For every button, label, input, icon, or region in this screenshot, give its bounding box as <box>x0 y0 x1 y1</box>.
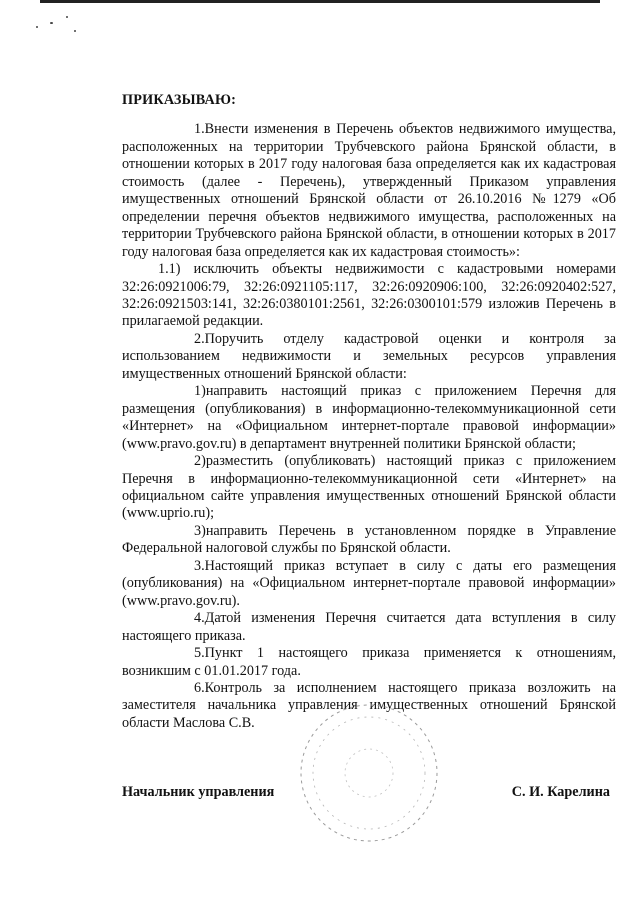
paragraph-number: 1) <box>194 383 206 400</box>
paragraph-text: разместить (опубликовать) настоящий приказ с приложением Перечня в информационно-телекоммуникационной сети «Интернет» на официальном сайте управления имущественных отношений Брянской области (www.uprio.ru); <box>122 453 616 522</box>
paragraph-text: Настоящий приказ вступает в силу с даты его размещения (опубликования) на «Официальном интернет-портале правовой информации» (www.pravo.gov.ru). <box>122 557 616 609</box>
paragraph-number: 5. <box>194 645 205 662</box>
scan-edge-line <box>40 0 600 3</box>
paragraph-2-2 <box>122 453 616 523</box>
paragraph-1-1 <box>122 261 616 331</box>
order-heading: ПРИКАЗЫВАЮ: <box>122 92 237 108</box>
paragraph-number: 3. <box>194 557 205 574</box>
paragraph-3 <box>122 558 616 610</box>
paragraph-number: 6. <box>194 679 205 696</box>
paragraph-1 <box>122 121 616 261</box>
signatory-title: Начальник управления <box>122 784 275 800</box>
paragraph-text: Контроль за исполнением настоящего приказа возложить на заместителя начальника управления имущественных отношений Брянской области Маслова С.В. <box>122 679 616 731</box>
paragraph-number: 2) <box>194 453 206 470</box>
signature-block <box>122 784 616 808</box>
paragraph-text: направить Перечень в установленном порядке в Управление Федеральной налоговой службы по Брянской области. <box>122 522 616 557</box>
paragraph-text: Внести изменения в Перечень объектов недвижимого имущества, расположенных на территории Трубчевского района Брянской области, в отношении которых в 2017 году налоговая база определяется как их кадастровая стоимость (далее - Перечень), утвержденный Приказом управления имущественных отношений Брянской области от 26.10.2016 №1279 «Об определении перечня объектов недвижимого имущества, расположенных на территории Трубчевского района Брянской области, в отношении которых в 2017 году налоговая база определяется как их кадастровая стоимость»: <box>122 121 616 260</box>
paragraph-text: 1.1) исключить объекты недвижимости с кадастровыми номерами 32:26:0921006:79, 32:26:0921105:117, 32:26:0920906:100, 32:26:0920402:527, 32:26:0921503:141, 32:26:0380101:2561, 32:26:0300101:579 изложив Перечень в прилагаемой редакции. <box>122 261 616 330</box>
paragraph-number: 1. <box>194 121 205 138</box>
official-stamp <box>296 700 442 846</box>
signatory-name: С. И. Карелина <box>511 784 610 800</box>
paragraph-4 <box>122 610 616 645</box>
paragraph-text: Поручить отделу кадастровой оценки и контроля за использованием недвижимости и земельных ресурсов управления имущественных отношений Брянской области: <box>122 330 616 382</box>
paragraph-number: 4. <box>194 610 205 627</box>
paragraph-number: 3) <box>194 522 206 539</box>
paragraph-text: Пункт 1 настоящего приказа применяется к отношениям, возникшим с 01.01.2017 года. <box>122 645 616 679</box>
paragraph-text: Датой изменения Перечня считается дата вступления в силу настоящего приказа. <box>122 610 616 644</box>
paragraph-number: 2. <box>194 330 205 347</box>
paragraph-5 <box>122 645 616 680</box>
paragraph-2-1 <box>122 383 616 453</box>
scan-specks <box>30 12 90 36</box>
paragraph-text: направить настоящий приказ с приложением Перечня для размещения (опубликования) в информационно-телекоммуникационной сети «Интернет» на «Официальном интернет-портале правовой информации» (www.pravo.gov.ru) в департамент внутренней политики Брянской области; <box>122 383 616 452</box>
paragraph-2-3 <box>122 523 616 558</box>
document-body <box>122 92 616 732</box>
paragraph-2 <box>122 331 616 383</box>
